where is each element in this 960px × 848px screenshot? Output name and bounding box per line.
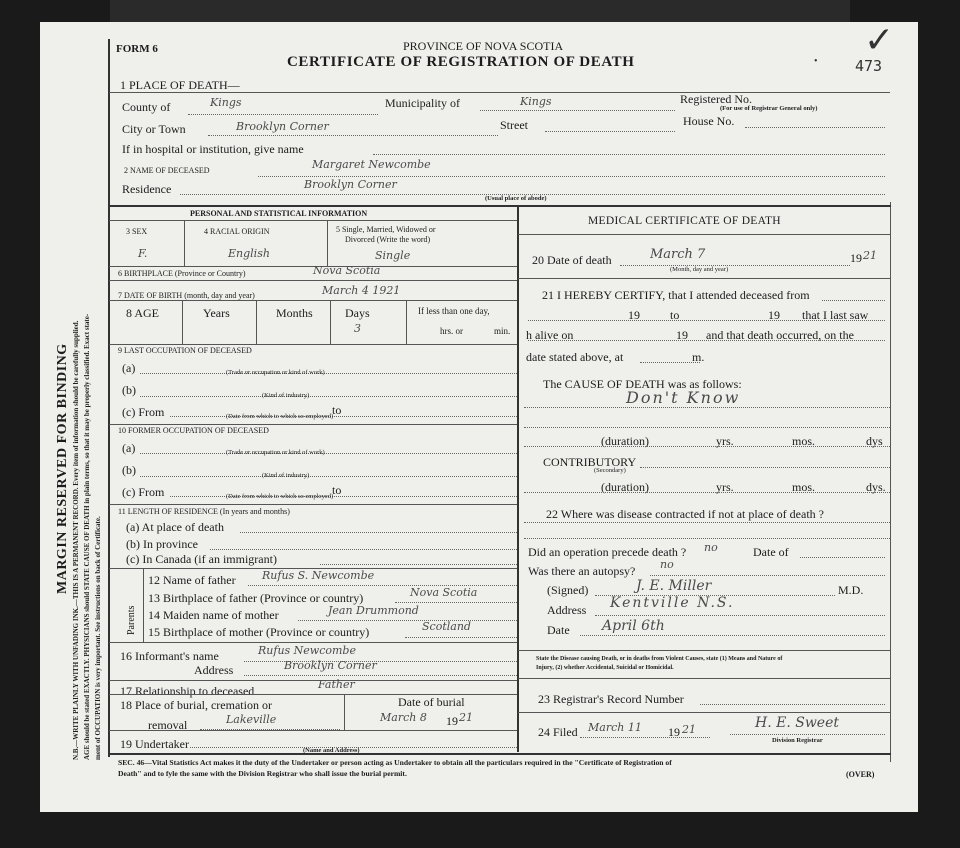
province-name: PROVINCE OF NOVA SCOTIA: [403, 39, 564, 53]
certify-m: m.: [692, 350, 705, 364]
column-divider: [517, 205, 519, 752]
cause-label: The CAUSE OF DEATH was as follows:: [543, 377, 742, 391]
municipality-value: Kings: [520, 95, 552, 108]
where-line-1: [524, 522, 890, 523]
name-label: 2 NAME OF DECEASED: [124, 166, 210, 175]
cause-line-1: [524, 407, 890, 408]
date-line: [580, 635, 885, 636]
state-note-line: [518, 678, 890, 679]
certificate-title: CERTIFICATE OF REGISTRATION OF DEATH: [287, 54, 635, 70]
last-occupation-heading: 9 LAST OCCUPATION OF DECEASED: [118, 346, 252, 355]
origin-divider: [327, 220, 328, 266]
certify-nineteen-1: 19: [628, 308, 640, 322]
certify-to: to: [670, 308, 680, 322]
house-line: [745, 127, 885, 128]
personal-heading-line: [109, 220, 517, 221]
former-occ-a: (a): [122, 441, 136, 455]
burial-label-2: removal: [148, 718, 188, 732]
certify-h-alive: h alive on: [526, 328, 574, 342]
certify-date-stated: date stated above, at: [526, 350, 624, 364]
place-heading-line: [109, 92, 890, 93]
father-birthplace-label: 13 Birthplace of father (Province or country): [148, 591, 364, 605]
residence-label: Residence: [122, 182, 172, 196]
name-value: Margaret Newcombe: [312, 158, 431, 171]
undertaker-note: (Name and Address): [303, 747, 360, 754]
mother-value: Jean Drummond: [328, 604, 419, 617]
last-occ-date-note: (Date from which to which so employed): [226, 413, 334, 420]
duration-label-2: (duration): [601, 480, 649, 494]
sex-label: 3 SEX: [126, 227, 148, 236]
last-occ-trade-note: (Trade or occupation or kind of work): [226, 369, 325, 376]
former-occ-from: (c) From: [122, 485, 165, 499]
death-year-prefix: 19: [850, 251, 862, 265]
yrs-label-1: yrs.: [716, 434, 734, 448]
footer-over: (OVER): [846, 770, 875, 779]
stamp-dot: •: [814, 56, 818, 67]
state-note-2: Injury, (2) whether Accidental, Suicidal or Homicidal.: [536, 665, 674, 671]
footer-line-1: SEC. 46—Vital Statistics Act makes it the duty of the Undertaker or person acting as Undertaker to obtain all the particulars required in the "Certificate of Registration of: [118, 758, 672, 767]
dob-value: March 4 1921: [322, 284, 401, 297]
cause-line-2: [524, 427, 890, 428]
address-label: Address: [547, 603, 587, 617]
cause-value: Don't Know: [626, 388, 741, 407]
sex-divider: [184, 220, 185, 266]
residence-at-place: (a) At place of death: [126, 520, 224, 534]
age-label: 8 AGE: [126, 306, 159, 320]
house-label: House No.: [683, 114, 735, 128]
filed-line: [580, 737, 710, 738]
parents-side-label: Parents: [126, 605, 137, 635]
mother-birthplace-value: Scotland: [422, 620, 471, 633]
where-label: 22 Where was disease contracted if not at place of death ?: [546, 507, 824, 521]
left-border: [108, 39, 110, 757]
filed-year-prefix: 19: [668, 725, 680, 739]
age-div-4: [406, 300, 407, 344]
status-value: Single: [375, 249, 411, 262]
informant-line: [109, 680, 517, 681]
operation-line: [800, 557, 885, 558]
dob-line: [109, 300, 517, 301]
yrs-label-2: yrs.: [716, 480, 734, 494]
operation-value: no: [704, 541, 718, 554]
city-label: City or Town: [122, 122, 186, 136]
burial-year-value: 21: [459, 711, 473, 724]
autopsy-label: Was there an autopsy?: [528, 564, 636, 578]
duration-line-1: [524, 446, 890, 447]
burial-label-1: 18 Place of burial, cremation or: [120, 698, 272, 712]
secondary-note: (Secondary): [594, 467, 626, 474]
street-label: Street: [500, 118, 528, 132]
former-occ-trade-note: (Trade or occupation or kind of work): [226, 449, 325, 456]
registrar-line: [730, 734, 885, 735]
registrar-signature: H. E. Sweet: [755, 715, 839, 731]
filed-value: March 11: [588, 721, 642, 734]
personal-heading: PERSONAL AND STATISTICAL INFORMATION: [190, 209, 368, 218]
former-occ-industry-note: (Kind of industry): [262, 472, 310, 479]
burial-divider: [344, 694, 345, 730]
hospital-label: If in hospital or institution, give name: [122, 142, 304, 156]
last-occ-b: (b): [122, 383, 136, 397]
residence-in-province: (b) In province: [126, 537, 198, 551]
signed-value: J. E. Miller: [636, 578, 712, 594]
mother-label: 14 Maiden name of mother: [148, 608, 279, 622]
contributory-label: CONTRIBUTORY: [543, 455, 637, 469]
stamp-number: 473: [855, 57, 883, 75]
operation-label: Did an operation precede death ?: [528, 545, 687, 559]
last-occ-to: to: [332, 403, 342, 417]
age-div-1: [182, 300, 183, 344]
hrs-label: hrs. or: [440, 326, 463, 336]
medical-heading: MEDICAL CERTIFICATE OF DEATH: [588, 215, 781, 227]
last-occ-c-line: [170, 416, 517, 417]
form-number: FORM 6: [116, 43, 158, 55]
mos-label-1: mos.: [792, 434, 816, 448]
record-number-line: [700, 704, 885, 705]
city-line: [208, 135, 498, 136]
municipality-line: [480, 110, 675, 111]
last-occ-a: (a): [122, 361, 136, 375]
informant-name-label: 16 Informant's name: [120, 649, 219, 663]
name-line: [258, 176, 885, 177]
mother-line: [298, 620, 517, 621]
date-of-death-note: (Month, day and year): [670, 266, 729, 273]
certify-line-4-dots: [640, 362, 700, 363]
father-value: Rufus S. Newcombe: [262, 569, 375, 582]
days-value: 3: [354, 322, 361, 335]
filed-label: 24 Filed: [538, 725, 578, 739]
former-occ-a-line: [140, 453, 517, 454]
residence-b-line: [210, 549, 517, 550]
section-divider: [109, 205, 891, 207]
state-note-1: State the Disease causing Death, or in deaths from Violent Causes, state (1) Means and Nature of: [536, 656, 783, 662]
min-label: min.: [494, 326, 511, 336]
county-label: County of: [122, 100, 171, 114]
margin-note-1: N.B.—WRITE PLAINLY WITH UNFADING INK.—THIS IS A PERMANENT RECORD. Every item of information should be carefully supplied.: [72, 320, 80, 760]
mother-birthplace-label: 15 Birthplace of mother (Province or country): [148, 625, 370, 639]
residence-length-heading: 11 LENGTH OF RESIDENCE (In years and months): [118, 507, 290, 516]
origin-value: English: [228, 247, 270, 260]
months-label: Months: [276, 306, 313, 320]
dob-label: 7 DATE OF BIRTH (month, day and year): [118, 291, 255, 300]
informant-address-label: Address: [194, 663, 234, 677]
sex-value: F.: [138, 247, 148, 260]
burial-value: Lakeville: [226, 713, 277, 726]
certify-line-1-dots: [822, 300, 885, 301]
autopsy-line: [650, 575, 885, 576]
burial-date-label: Date of burial: [398, 695, 465, 709]
duration-label-1: (duration): [601, 434, 649, 448]
county-value: Kings: [210, 96, 242, 109]
birthplace-line: [109, 280, 517, 281]
years-label: Years: [203, 306, 230, 320]
father-label: 12 Name of father: [148, 573, 236, 587]
place-heading: 1 PLACE OF DEATH—: [120, 78, 240, 92]
residence-in-canada: (c) In Canada (if an immigrant): [126, 552, 277, 566]
contributory-line: [640, 467, 890, 468]
margin-note-3: ment of OCCUPATION is very important. See instructions on back of Certificate.: [94, 516, 102, 760]
registered-label: Registered No.: [680, 92, 752, 106]
occ9-line: [109, 424, 517, 425]
age-line: [109, 344, 517, 345]
registered-note: (For use of Registrar General only): [720, 105, 818, 112]
less-than-label: If less than one day,: [418, 306, 490, 316]
parents-divider: [143, 568, 144, 642]
margin-binding-text: MARGIN RESERVED FOR BINDING: [55, 343, 70, 594]
date-value: April 6th: [602, 618, 665, 634]
county-line: [188, 114, 378, 115]
signed-label: (Signed): [547, 583, 589, 597]
former-occ-b-line: [140, 476, 517, 477]
father-birthplace-value: Nova Scotia: [410, 586, 478, 599]
burial-row-line: [109, 730, 517, 731]
footer-top-line: [109, 753, 891, 755]
date-label: Date: [547, 623, 570, 637]
burial-date-value: March 8: [380, 711, 427, 724]
origin-label: 4 RACIAL ORIGIN: [204, 227, 270, 236]
residence-c-line: [320, 564, 517, 565]
autopsy-value: no: [660, 558, 674, 571]
birthplace-value: Nova Scotia: [313, 264, 381, 277]
date-of-death-value: March 7: [650, 247, 706, 262]
mos-label-2: mos.: [792, 480, 816, 494]
division-registrar-label: Division Registrar: [772, 737, 823, 744]
last-occ-from: (c) From: [122, 405, 165, 419]
certify-nineteen-2: 19: [768, 308, 780, 322]
hospital-line: [373, 154, 885, 155]
where-line-2: [524, 538, 890, 539]
dys-label-2: dys.: [866, 480, 886, 494]
residence-value: Brooklyn Corner: [304, 178, 397, 191]
md-label: M.D.: [838, 583, 864, 597]
undertaker-label: 19 Undertaker: [120, 737, 189, 751]
certificate-paper: [40, 22, 918, 812]
burial-year-prefix: 19: [446, 714, 458, 728]
former-occ-b: (b): [122, 463, 136, 477]
address-line: [595, 615, 885, 616]
relationship-value: Father: [318, 678, 355, 691]
record-number-label: 23 Registrar's Record Number: [538, 692, 684, 706]
certify-line-2-dots: [528, 320, 885, 321]
medical-heading-line: [518, 234, 890, 235]
signature-block-line: [518, 650, 890, 651]
city-value: Brooklyn Corner: [236, 120, 329, 133]
status-label-1: 5 Single, Married, Widowed or: [336, 225, 436, 234]
right-border: [890, 202, 891, 762]
certify-last-saw: that I last saw: [802, 308, 869, 322]
former-occ-c-line: [170, 496, 517, 497]
relationship-label: 17 Relationship to deceased: [120, 684, 255, 698]
duration-line-2: [524, 492, 890, 493]
footer-line-2: Death" and to fyle the same with the Division Registrar who shall issue the burial permit.: [118, 769, 407, 778]
address-value: Kentville N.S.: [610, 595, 735, 611]
certify-nineteen-3: 19: [676, 328, 688, 342]
death-year-value: 21: [863, 249, 877, 262]
status-label-2: Divorced (Write the word): [345, 235, 431, 244]
parents-line: [109, 642, 517, 643]
occ10-line: [109, 504, 517, 505]
date-row-line: [518, 278, 890, 279]
certify-line-1: 21 I HEREBY CERTIFY, that I attended deceased from: [542, 288, 810, 302]
father-bp-line: [395, 602, 517, 603]
last-occ-industry-note: (Kind of industry): [262, 392, 310, 399]
date-of-death-label: 20 Date of death: [532, 253, 612, 267]
date-of-death-line: [620, 265, 850, 266]
former-occ-date-note: (Date from which to which so employed): [226, 493, 334, 500]
informant-address-value: Brooklyn Corner: [284, 659, 377, 672]
certify-death-occurred: and that death occurred, on the: [706, 328, 854, 342]
former-occupation-heading: 10 FORMER OCCUPATION OF DECEASED: [118, 426, 269, 435]
dys-label-1: dys: [866, 434, 883, 448]
check-mark: ✓: [864, 20, 895, 61]
margin-note-2: AGE should be stated EXACTLY. PHYSICIANS should STATE CAUSE OF DEATH in plain terms, so that it may be properly classified. Exact state-: [83, 313, 91, 760]
days-label: Days: [345, 306, 370, 320]
record-row-line: [518, 712, 890, 713]
former-occ-to: to: [332, 483, 342, 497]
abode-note: (Usual place of abode): [485, 195, 547, 202]
street-line: [545, 131, 675, 132]
certify-line-3-dots: [528, 340, 885, 341]
filed-year-value: 21: [682, 723, 696, 736]
municipality-label: Municipality of: [385, 96, 460, 110]
mother-bp-line: [405, 637, 517, 638]
age-div-2: [256, 300, 257, 344]
date-of-label: Date of: [753, 545, 789, 559]
last-occ-a-line: [140, 373, 517, 374]
age-div-3: [330, 300, 331, 344]
birthplace-label: 6 BIRTHPLACE (Province or Country): [118, 269, 246, 278]
residence-a-line: [240, 532, 517, 533]
informant-name-value: Rufus Newcombe: [258, 644, 356, 657]
informant-address-line: [244, 675, 517, 676]
last-occ-b-line: [140, 396, 517, 397]
